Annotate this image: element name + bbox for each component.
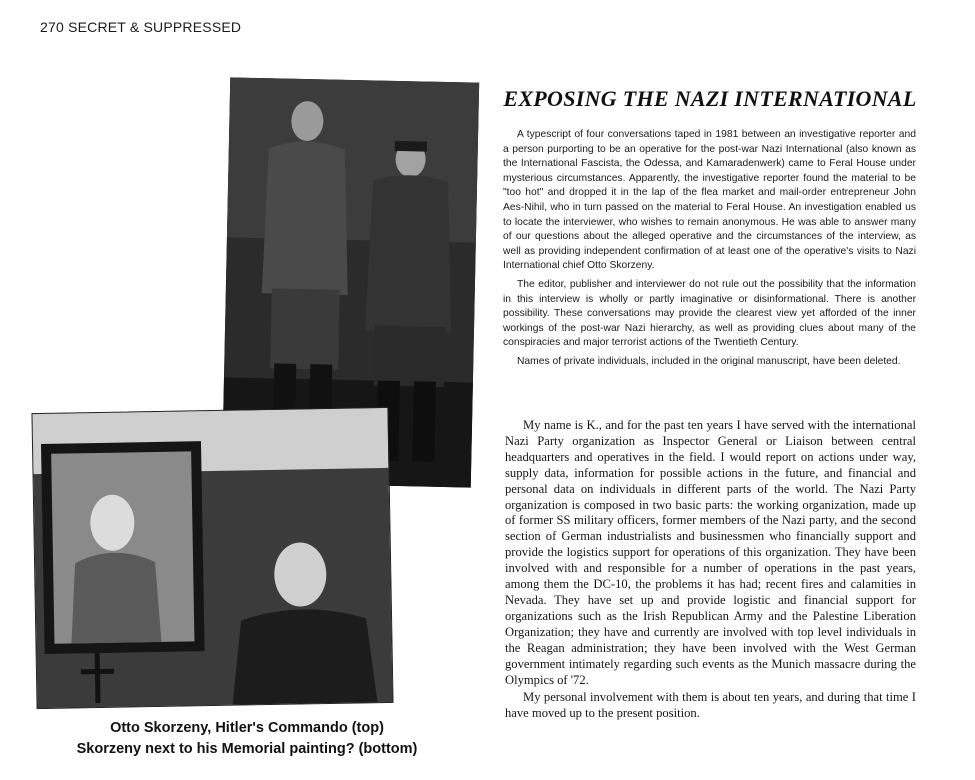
book-title: SECRET & SUPPRESSED <box>68 19 242 35</box>
photo-bottom <box>31 407 393 709</box>
body-paragraph: My name is K., and for the past ten years I have served with the international Nazi Party organization as Inspector General or Liaison between central headquarters and operatives in the field. I would report on actions under way, supply data, information for possible actions in the future, and financial and personal data on individuals in different parts of the world. The Nazi Party organization is composed in two basic parts: the working organization, made up of former SS military officers, former members of the Nazi party, and the second section of German industrialists and businessmen who financially support and provide the logistics support for operations of this organization. They have been involved with and responsible for a number of operations in the past years, among them the DC-10, the problems it has had; recent fires and calamities in Nevada. They have set up and provide logistic and financial support for organizations such as the Irish Republican Army and the Palestine Liberation Organization; they have and currently are involved with top level individuals in the Reagan administration; they have been involved with the West German government intimately regarding such events as the Munich massacre during the Olympics of '72. <box>505 418 916 687</box>
article-title: EXPOSING THE NAZI INTERNATIONAL <box>503 86 917 111</box>
caption-line-bottom: Skorzeny next to his Memorial painting? (bottom) <box>76 741 418 757</box>
photo-bottom-image <box>32 408 392 708</box>
page-number: 270 <box>40 19 64 35</box>
intro-paragraph: Names of private individuals, included in the original manuscript, have been deleted. <box>517 355 901 367</box>
intro-paragraph: A typescript of four conversations taped in 1981 between an investigative reporter and a person purporting to be an operative for the post-war Nazi International (also known as the International Fascista, the Odessa, and Kamaradenwerk) came to Feral House under mysterious circumstances. Apparently, the investigative reporter found the material to be "too hot" and dropped it in the lap of the flea market and mail-order entrepreneur John Aes-Nihil, who in turn passed on the material to Feral House. An investigation enabled us to locate the interviewer, who wishes to remain anonymous. He was able to answer many of our questions about the alleged operative and the circumstances of the interview, as well as providing independent confirmation of at least one of the operative's visits to Nazi International chief Otto Skorzeny. <box>503 129 916 272</box>
running-header <box>40 19 241 35</box>
article-intro <box>503 128 916 374</box>
intro-paragraph: The editor, publisher and interviewer do not rule out the possibility that the information in this interview is wholly or partly imaginative or disinformational. There is another possibility. These conversations may provide the clearest view yet afforded of the inner workings of the post-war Nazi hierarchy, as well as providing clues about many of the conspiracies and major terrorist actions of the Twentieth Century. <box>503 278 916 349</box>
photo-caption <box>34 718 460 760</box>
body-paragraph: My personal involvement with them is about ten years, and during that time I have moved up to the present position. <box>505 690 916 721</box>
caption-line-top: Otto Skorzeny, Hitler's Commando (top) <box>110 720 384 736</box>
article-body <box>505 418 916 724</box>
